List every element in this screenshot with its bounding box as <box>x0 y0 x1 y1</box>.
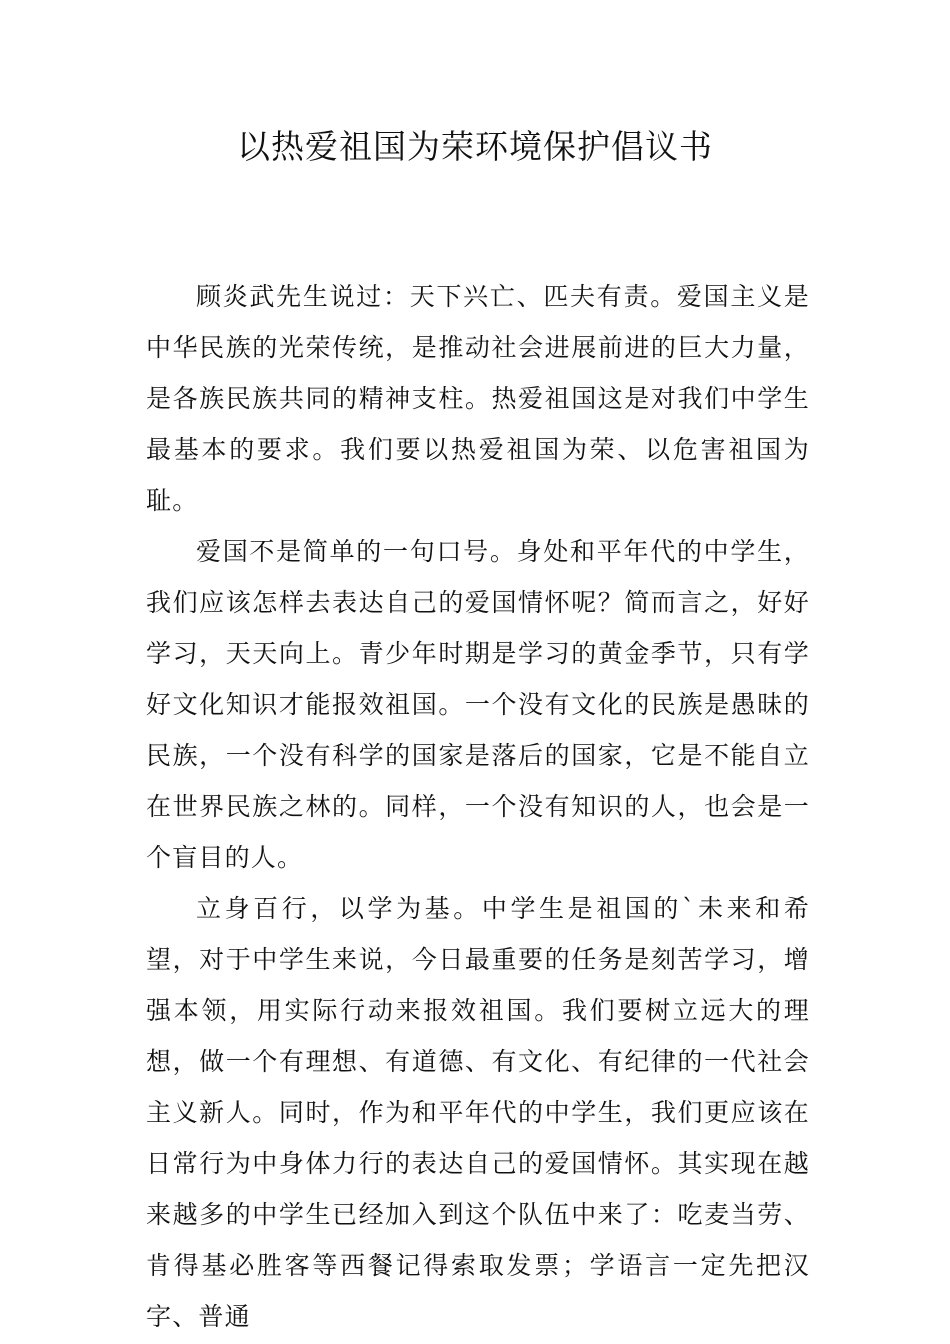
paragraph-3: 立身百行，以学为基。中学生是祖国的`未来和希望，对于中学生来说，今日最重要的任务是刻苦学习，增强本领，用实际行动来报效祖国。我们要树立远大的理想，做一个有理想、有道德、有文化、有纪律的一代社会主义新人。同时，作为和平年代的中学生，我们更应该在日常行为中身体力行的表达自己的爱国情怀。其实现在越来越多的中学生已经加入到这个队伍中来了：吃麦当劳、肯得基必胜客等西餐记得索取发票；学语言一定先把汉字、普通 <box>146 894 810 1331</box>
paragraph-1: 顾炎武先生说过：天下兴亡、匹夫有责。爱国主义是中华民族的光荣传统，是推动社会进展前进的巨大力量，是各族民族共同的精神支柱。热爱祖国这是对我们中学生最基本的要求。我们要以热爱祖国为荣、以危害祖国为耻。 <box>146 282 810 515</box>
document-body <box>146 271 810 1342</box>
document-title: 以热爱祖国为荣环境保护倡议书 <box>237 127 713 166</box>
paragraph-2: 爱国不是简单的一句口号。身处和平年代的中学生，我们应该怎样去表达自己的爱国情怀呢？简而言之，好好学习，天天向上。青少年时期是学习的黄金季节，只有学好文化知识才能报效祖国。一个没有文化的民族是愚昧的民族，一个没有科学的国家是落后的国家，它是不能自立在世界民族之林的。同样，一个没有知识的人，也会是一个盲目的人。 <box>146 537 810 872</box>
